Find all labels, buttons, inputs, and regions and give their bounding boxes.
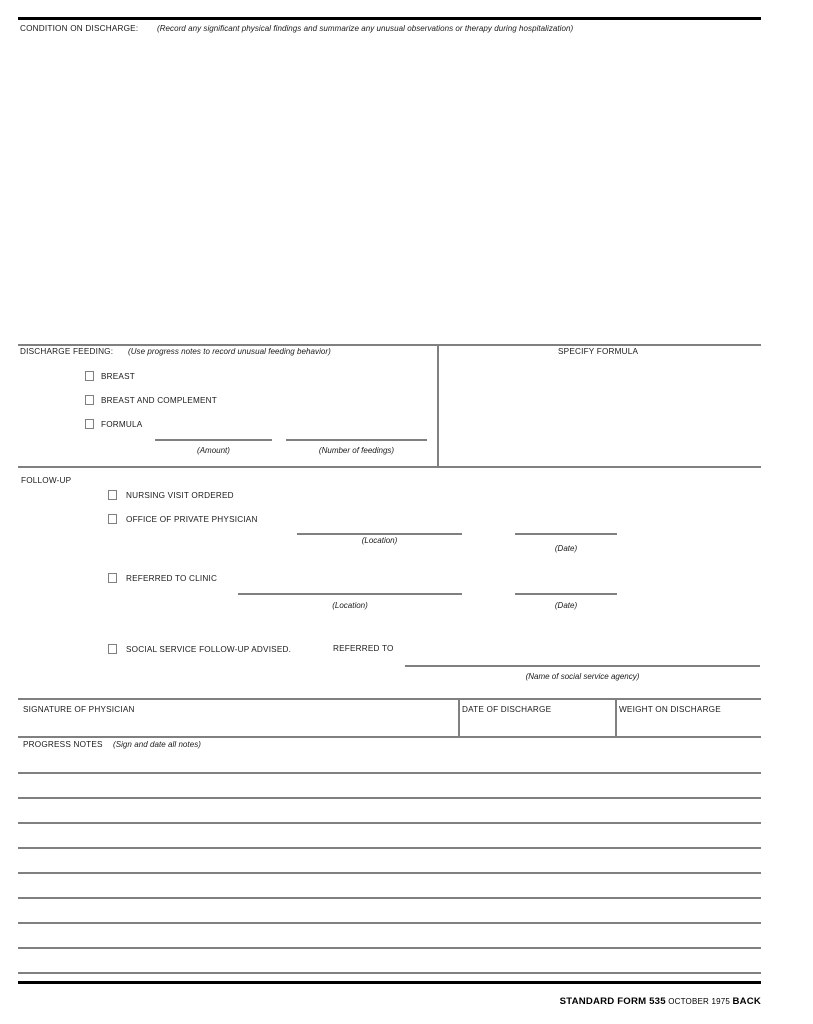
checkbox-office-of-private-physician[interactable]: [108, 514, 117, 524]
discharge-feeding-instruction: (Use progress notes to record unusual feeding behavior): [128, 347, 331, 356]
number-of-feedings-caption: (Number of feedings): [318, 446, 395, 455]
specify-formula-writing-area[interactable]: [441, 360, 759, 465]
progress-note-line[interactable]: [18, 897, 761, 899]
follow-up-top-rule: [18, 466, 761, 468]
checkbox-formula-label: FORMULA: [101, 420, 143, 429]
clinic-location-caption: (Location): [332, 601, 368, 610]
checkbox-referred-to-clinic[interactable]: [108, 573, 117, 583]
progress-note-line[interactable]: [18, 847, 761, 849]
progress-note-line[interactable]: [18, 872, 761, 874]
checkbox-social-service-follow-up[interactable]: [108, 644, 117, 654]
progress-note-line[interactable]: [18, 822, 761, 824]
form-revision-date: OCTOBER 1975: [668, 997, 731, 1006]
physician-location-caption: (Location): [361, 536, 398, 545]
progress-note-line[interactable]: [18, 922, 761, 924]
social-service-agency-caption: (Name of social service agency): [525, 672, 640, 681]
social-service-agency-input-line[interactable]: [405, 665, 760, 667]
progress-note-line[interactable]: [18, 797, 761, 799]
checkbox-breast-label: BREAST: [101, 372, 135, 381]
discharge-feeding-top-rule: [18, 344, 761, 346]
condition-on-discharge-label: CONDITION ON DISCHARGE:: [20, 24, 139, 33]
progress-note-line[interactable]: [18, 947, 761, 949]
progress-notes-top-rule: [18, 736, 761, 738]
checkbox-nursing-visit-ordered-label: NURSING VISIT ORDERED: [126, 491, 234, 500]
amount-caption: (Amount): [197, 446, 230, 455]
date-of-discharge-label: DATE OF DISCHARGE: [462, 705, 552, 714]
follow-up-label: FOLLOW-UP: [21, 476, 72, 485]
signature-row-divider-2: [615, 699, 617, 737]
discharge-feeding-label: DISCHARGE FEEDING:: [20, 347, 114, 356]
number-of-feedings-input-line[interactable]: [286, 439, 427, 441]
signature-row-top-rule: [18, 698, 761, 700]
specify-formula-label: SPECIFY FORMULA: [558, 347, 639, 356]
physician-location-input-line[interactable]: [297, 533, 462, 535]
progress-notes-instruction: (Sign and date all notes): [113, 740, 201, 749]
checkbox-breast-and-complement[interactable]: [85, 395, 94, 405]
progress-note-line[interactable]: [18, 972, 761, 974]
top-border-rule: [18, 17, 761, 20]
weight-on-discharge-input[interactable]: [618, 715, 759, 736]
checkbox-nursing-visit-ordered[interactable]: [108, 490, 117, 500]
amount-input-line[interactable]: [155, 439, 272, 441]
physician-date-caption: (Date): [554, 544, 578, 553]
checkbox-referred-to-clinic-label: REFERRED TO CLINIC: [126, 574, 218, 583]
form-side-indicator: BACK: [732, 996, 761, 1007]
clinic-location-input-line[interactable]: [238, 593, 462, 595]
checkbox-office-of-private-physician-label: OFFICE OF PRIVATE PHYSICIAN: [126, 515, 258, 524]
signature-row-divider-1: [458, 699, 460, 737]
progress-note-line[interactable]: [18, 772, 761, 774]
clinic-date-input-line[interactable]: [515, 593, 617, 595]
checkbox-social-service-follow-up-label: SOCIAL SERVICE FOLLOW-UP ADVISED.: [126, 645, 292, 654]
signature-of-physician-input[interactable]: [20, 715, 456, 736]
physician-date-input-line[interactable]: [515, 533, 617, 535]
condition-on-discharge-writing-area[interactable]: [20, 38, 761, 341]
clinic-date-caption: (Date): [554, 601, 578, 610]
condition-on-discharge-instruction: (Record any significant physical findings and summarize any unusual observations or therapy during hospitalization): [157, 24, 574, 33]
form-footer: [560, 992, 761, 1008]
checkbox-formula[interactable]: [85, 419, 94, 429]
weight-on-discharge-label: WEIGHT ON DISCHARGE: [619, 705, 721, 714]
discharge-feeding-column-divider: [437, 344, 439, 467]
checkbox-breast[interactable]: [85, 371, 94, 381]
progress-notes-label: PROGRESS NOTES: [23, 740, 103, 749]
standard-form-number: STANDARD FORM 535: [559, 996, 666, 1007]
date-of-discharge-input[interactable]: [461, 715, 613, 736]
signature-of-physician-label: SIGNATURE OF PHYSICIAN: [23, 705, 135, 714]
checkbox-breast-and-complement-label: BREAST AND COMPLEMENT: [101, 396, 217, 405]
bottom-border-rule: [18, 981, 761, 984]
referred-to-label: REFERRED TO: [333, 644, 394, 653]
